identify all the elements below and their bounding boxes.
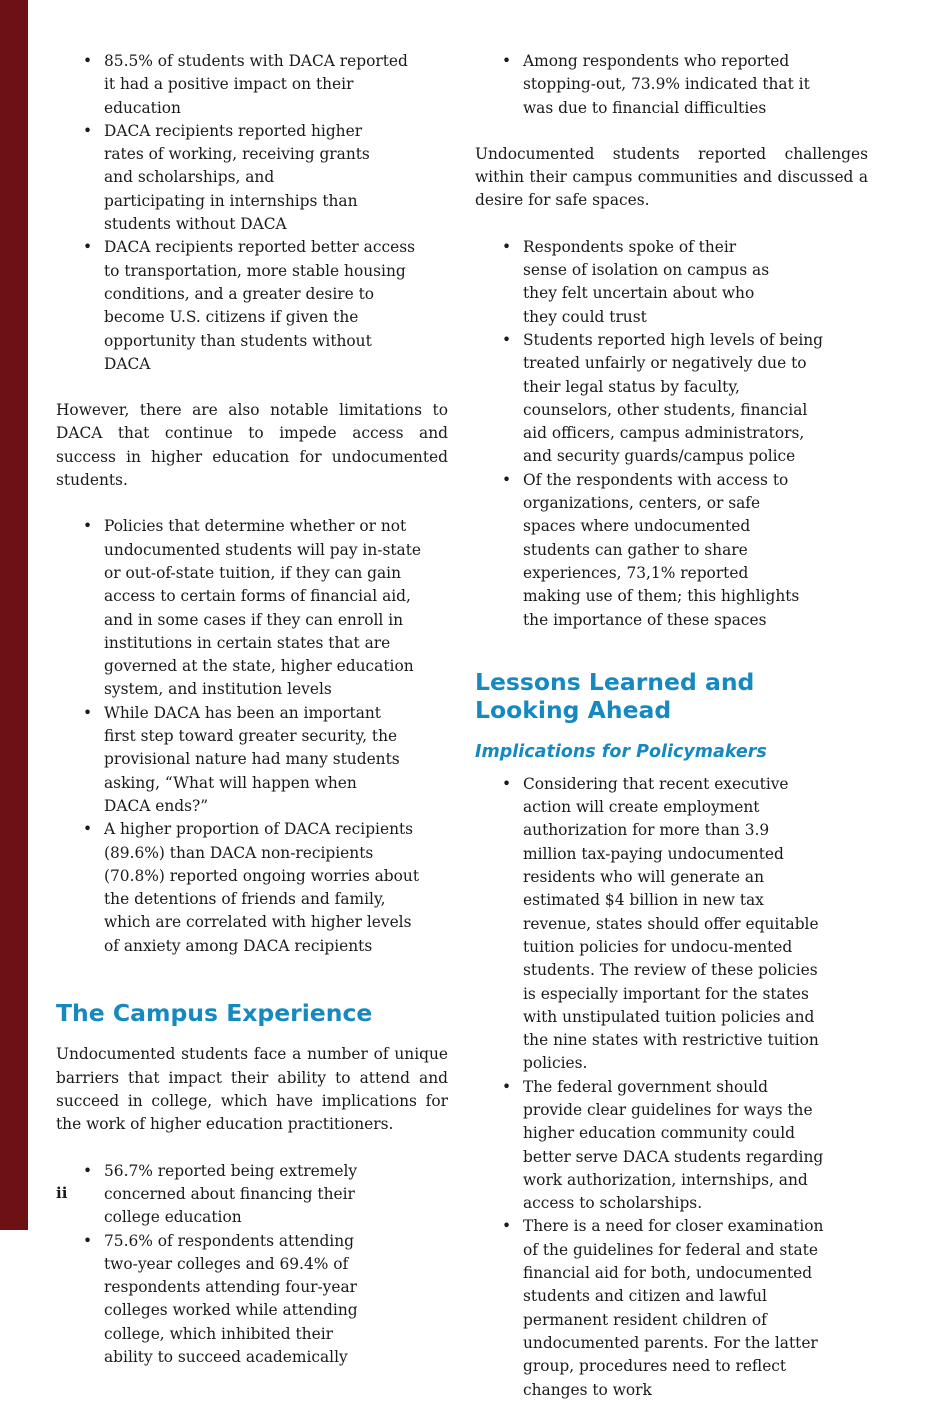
list-item: • There is a need for closer examination of the guidelines for federal and state financial aid for both, undocumented students and citizen and lawful permanent resident children of undocumented parents. For the latter group, procedures need to reflect changes to work — [523, 1215, 833, 1401]
policymakers-subheading: Implications for Policymakers — [475, 741, 767, 762]
heading-line: Lessons Learned and — [475, 667, 755, 696]
right-column — [475, 50, 868, 1402]
list-item: • The federal government should provide clear guidelines for ways the higher education community could better serve DACA students regarding work authorization, internships, and access to scholarships. — [523, 1076, 825, 1216]
list-item: • Considering that recent executive action will create employment authorization for more than 3.9 million tax-paying undocumented residents who will generate an estimated $4 billion in new tax revenue, states should offer equitable tuition policies for undocu-mented students. The review of these policies is especially important for the states with unstipulated tuition policies and the nine states with restrictive tuition policies. — [523, 773, 825, 1076]
list-item: • Students reported high levels of being treated unfairly or negatively due to their legal status by faculty, counselors, other students, financial aid officers, campus administrators, and security guards/campus police — [523, 329, 833, 469]
list-item: • 85.5% of students with DACA reported it had a positive impact on their education — [104, 50, 414, 120]
campus-barriers-list — [56, 1160, 394, 1370]
stopout-list — [475, 50, 843, 120]
left-column — [56, 50, 448, 1369]
list-item: • DACA recipients reported higher rates of working, receiving grants and scholarships, and participating in internships than students without DACA — [104, 120, 376, 236]
daca-limitations-list — [56, 515, 424, 958]
daca-limitations-paragraph: However, there are also notable limitations to DACA that continue to impede access and success in higher education for undocumented students. — [56, 401, 448, 490]
campus-experience-heading: The Campus Experience — [56, 998, 373, 1027]
policymaker-implications-list — [475, 773, 833, 1402]
sidebar-stripe — [0, 0, 28, 1230]
page-number: ii — [56, 1184, 68, 1202]
list-item: • Among respondents who reported stopping-out, 73.9% indicated that it was due to financial difficulties — [523, 50, 843, 120]
list-item: • A higher proportion of DACA recipients (89.6%) than DACA non-recipients (70.8%) reported ongoing worries about the detentions of friends and family, which are correlated with higher levels of anxiety among DACA recipients — [104, 818, 424, 958]
list-item: • Policies that determine whether or not undocumented students will pay in-state or out-of-state tuition, if they can gain access to certain forms of financial aid, and in some cases if they can enroll in institutions in certain states that are governed at the state, higher education system, and institution levels — [104, 515, 424, 701]
campus-challenges-paragraph: Undocumented students reported challenges within their campus communities and discussed a desire for safe spaces. — [475, 144, 868, 210]
list-item: • Respondents spoke of their sense of isolation on campus as they felt uncertain about who they could trust — [523, 236, 773, 329]
list-item: • While DACA has been an important first step toward greater security, the provisional nature had many students asking, “What will happen when DACA ends?” — [104, 702, 400, 818]
list-item: • 75.6% of respondents attending two-year colleges and 69.4% of respondents attending four-year colleges worked while attending college, which inhibited their ability to succeed academically — [104, 1230, 379, 1370]
campus-intro-paragraph: Undocumented students face a number of unique barriers that impact their ability to attend and succeed in college, which have implications for the work of higher education practitioners. — [56, 1045, 448, 1134]
heading-line: Looking Ahead — [475, 696, 672, 725]
list-item: • DACA recipients reported better access to transportation, more stable housing conditions, and a greater desire to become U.S. citizens if given the opportunity than students without DACA — [104, 236, 422, 376]
lessons-learned-heading — [475, 668, 868, 725]
campus-challenges-list — [475, 236, 833, 632]
list-item: • Of the respondents with access to organizations, centers, or safe spaces where undocumented students can gather to share experiences, 73,1% reported making use of them; this highlights the importance of these spaces — [523, 469, 805, 632]
daca-benefits-list — [56, 50, 414, 376]
list-item: • 56.7% reported being extremely concerned about financing their college education — [104, 1160, 394, 1230]
